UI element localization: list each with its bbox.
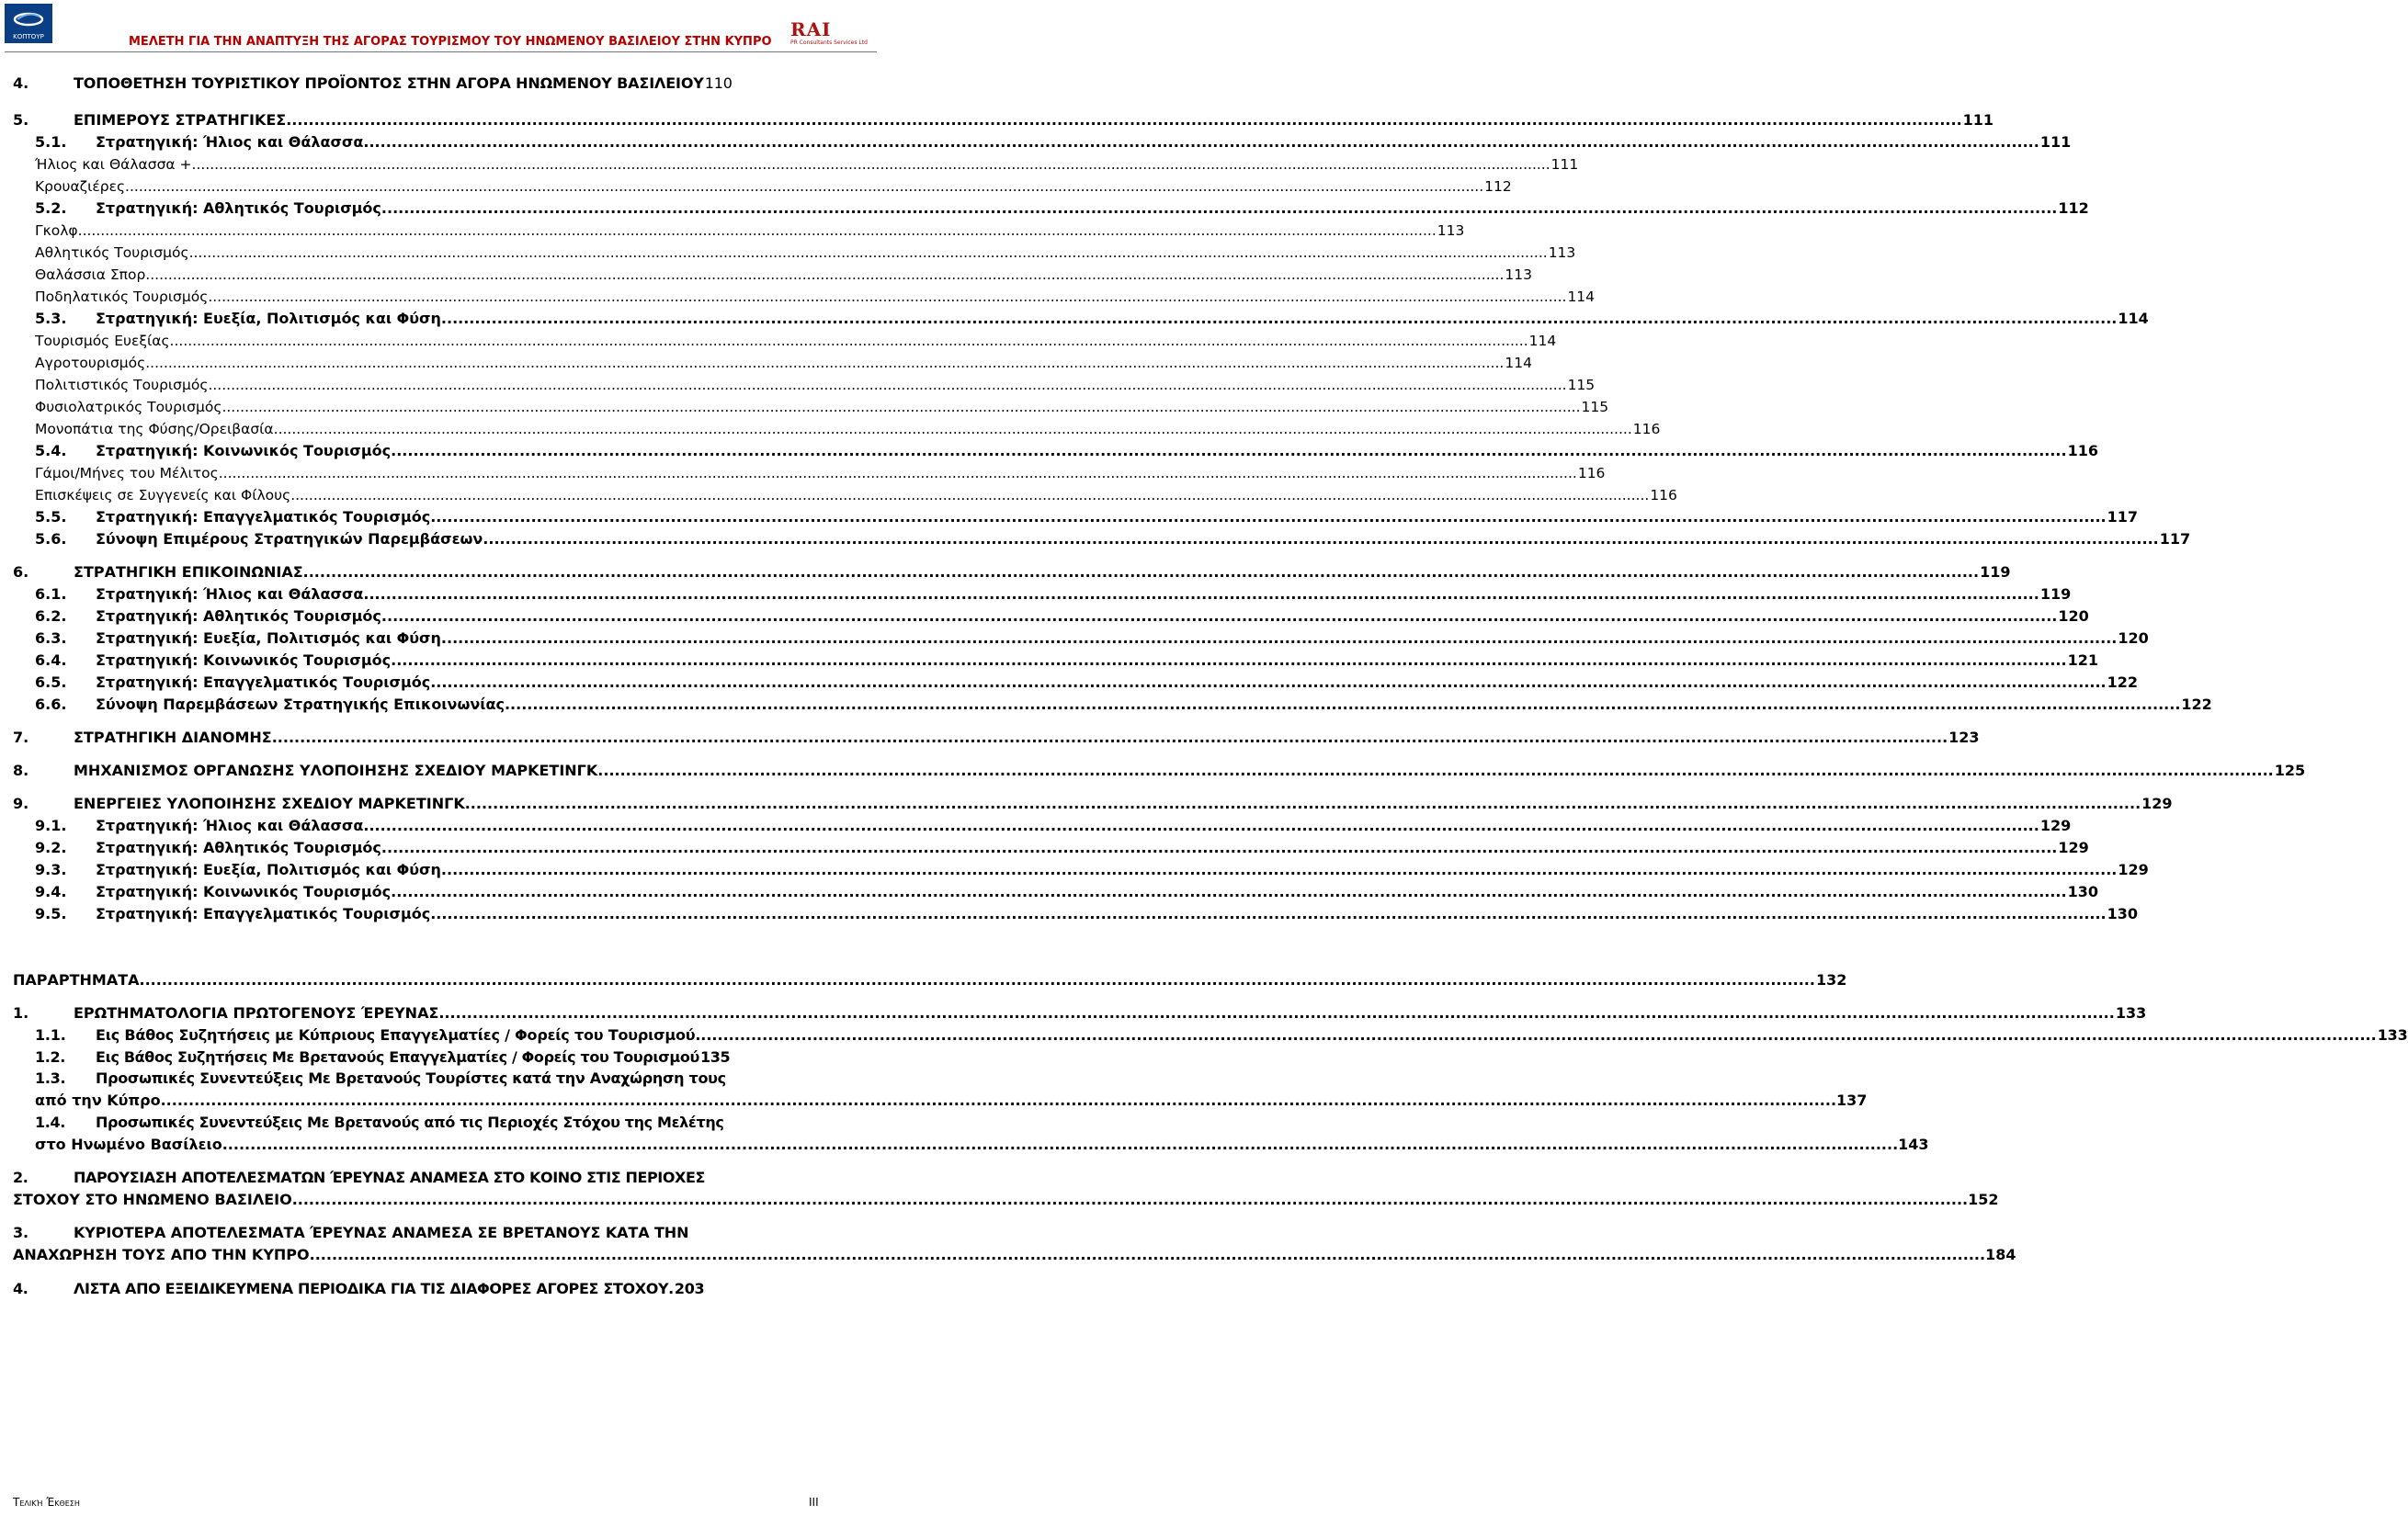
toc-entry-page: 114 [1567, 288, 1596, 305]
toc-entry[interactable] [35, 419, 1661, 439]
toc-leader-dots: ............................................................................................................................................................................................................................................................................................................ [77, 222, 1437, 239]
toc-entry-page: 121 [2067, 651, 2098, 669]
toc-entry-page: 137 [1836, 1092, 1868, 1109]
toc-entry[interactable] [35, 198, 2089, 219]
toc-entry-number: 1.1. [35, 1026, 66, 1044]
toc-entry-title: Στρατηγική: Κοινωνικός Τουρισμός [96, 442, 392, 459]
toc-entry-number: 1.3. [35, 1069, 66, 1087]
toc-entry[interactable] [35, 695, 2212, 715]
toc-leader-dots: ............................................................................................................................................................................................................................................................................................................ [208, 377, 1567, 393]
toc-entry-number: 6. [13, 563, 29, 581]
toc-entry-title: Αθλητικός Τουρισμός [35, 244, 189, 261]
toc-entry[interactable] [35, 441, 2098, 461]
toc-entry-title: Επισκέψεις σε Συγγενείς και Φίλους [35, 487, 291, 503]
toc-entry-title: Στρατηγική: Ήλιος και Θάλασσα [96, 133, 364, 151]
toc-entry-page: 129 [2039, 817, 2072, 834]
toc-entry[interactable] [35, 673, 2139, 693]
toc-entry-page: 133 [2115, 1004, 2147, 1022]
toc-entry-page: 116 [1577, 465, 1606, 481]
toc-entry[interactable] [35, 529, 2191, 549]
toc-entry-title: Στρατηγική: Ευεξία, Πολιτισμός και Φύση [96, 861, 441, 878]
toc-entry-title: Κρουαζιέρες [35, 178, 126, 195]
toc-leader-dots: ............................................................................................................................................................................................................................................................................................................ [391, 651, 2067, 669]
toc-entry-title: ΜΗΧΑΝΙΣΜΟΣ ΟΡΓΑΝΩΣΗΣ ΥΛΟΠΟΙΗΣΗΣ ΣΧΕΔΙΟΥ ΜΑΡΚΕΤΙΝΓΚ [74, 762, 598, 779]
toc-entry[interactable] [35, 1047, 877, 1068]
toc-leader-dots: ............................................................................................................................................................................................................................................................................................................ [191, 156, 1550, 173]
toc-entry-title: Στρατηγική: Ευεξία, Πολιτισμός και Φύση [96, 310, 441, 327]
toc-entry-number: 5.3. [35, 310, 67, 327]
toc-entry-title: Γκολφ [35, 222, 78, 239]
toc-leader-dots: ............................................................................................................................................................................................................................................................................................................ [363, 585, 2039, 603]
toc-entry[interactable] [35, 584, 2072, 605]
rai-logo-subtitle: PR Consultants Services Ltd [790, 40, 868, 46]
toc-entry-page: 110 [704, 74, 733, 92]
toc-leader-dots: ............................................................................................................................................................................................................................................................................................................ [381, 199, 2058, 217]
toc-entry-number: 6.4. [35, 651, 67, 669]
toc-entry-page: 203 [674, 1280, 705, 1297]
toc-leader-dots: ............................................................................................................................................................................................................................................................................................................ [597, 762, 2274, 779]
toc-entry-number: 4. [13, 74, 29, 92]
toc-entry[interactable] [35, 1025, 2408, 1046]
toc-entry-number: 5.1. [35, 133, 67, 151]
toc-entry[interactable] [35, 243, 1576, 263]
toc-entry[interactable] [35, 132, 2072, 153]
toc-entry-number: 5.2. [35, 199, 67, 217]
toc-entry-number: 9. [13, 795, 29, 812]
toc-entry[interactable] [35, 221, 1465, 241]
toc-entry-title-cont: ΣΤΟΧΟΥ ΣΤΟ ΗΝΩΜΕΝΟ ΒΑΣΙΛΕΙΟ [13, 1191, 292, 1208]
toc-entry-page: 120 [2118, 629, 2149, 647]
toc-entry-page: 129 [2058, 839, 2089, 856]
toc-entry-title: Σύνοψη Παρεμβάσεων Στρατηγικής Επικοινωνίας [96, 696, 505, 713]
toc-entry-number: 3. [13, 1224, 29, 1241]
toc-entry[interactable] [13, 562, 2011, 583]
toc-entry-number: 6.6. [35, 696, 67, 713]
toc-entry-title: ΛΙΣΤΑ ΑΠΟ ΕΞΕΙΔΙΚΕΥΜΕΝΑ ΠΕΡΙΟΔΙΚΑ ΓΙΑ ΤΙΣ ΔΙΑΦΟΡΕΣ ΑΓΟΡΕΣ ΣΤΟΧΟΥ. [74, 1280, 674, 1297]
toc-leader-dots: ............................................................................................................................................................................................................................................................................................................ [430, 508, 2107, 526]
toc-entry[interactable] [35, 485, 1677, 505]
toc-leader-dots: ............................................................................................................................................................................................................................................................................................................ [273, 421, 1632, 437]
toc-entry-title-cont: από την Κύπρο [35, 1092, 161, 1109]
footer-report-label: Τελική Έκθεση [13, 1496, 80, 1509]
toc-leader-dots: ............................................................................................................................................................................................................................................................................................................ [221, 399, 1581, 415]
toc-entry-number: 5. [13, 111, 29, 129]
toc-entry[interactable] [35, 265, 1532, 285]
toc-entry-page: 111 [2039, 133, 2072, 151]
toc-entry-title: Θαλάσσια Σπορ [35, 266, 146, 283]
toc-entry[interactable] [13, 74, 877, 94]
toc-entry-number: 9.3. [35, 861, 67, 878]
toc-entry[interactable] [35, 507, 2139, 527]
toc-entry-page: 122 [2181, 696, 2212, 713]
footer-page-number: III [809, 1496, 819, 1509]
toc-leader-dots: ............................................................................................................................................................................................................................................................................................................ [363, 133, 2039, 151]
toc-leader-dots: ............................................................................................................................................................................................................................................................................................................ [464, 795, 2141, 812]
toc-leader-dots: ............................................................................................................................................................................................................................................................................................................ [139, 971, 1815, 989]
toc-entry-page: 119 [2039, 585, 2072, 603]
toc-entry-number: 9.5. [35, 905, 67, 922]
toc-leader-dots: ............................................................................................................................................................................................................................................................................................................ [125, 178, 1484, 195]
cto-swoosh-icon [5, 4, 52, 31]
toc-entry-title: ΣΤΡΑΤΗΓΙΚΗ ΔΙΑΝΟΜΗΣ [74, 729, 272, 746]
toc-leader-dots: ............................................................................................................................................................................................................................................................................................................ [286, 111, 1962, 129]
toc-entry-title: Στρατηγική: Επαγγελματικός Τουρισμός [96, 508, 431, 526]
toc-leader-dots: ............................................................................................................................................................................................................................................................................................................ [391, 442, 2067, 459]
toc-entry-number: 2. [13, 1169, 28, 1186]
toc-entry-title: ΕΡΩΤΗΜΑΤΟΛΟΓΙΑ ΠΡΩΤΟΓΕΝΟΥΣ ΈΡΕΥΝΑΣ [74, 1004, 439, 1022]
toc-entry-number: 6.1. [35, 585, 67, 603]
toc-leader-dots: ............................................................................................................................................................................................................................................................................................................ [145, 266, 1505, 283]
toc-leader-dots: ............................................................................................................................................................................................................................................................................................................ [700, 1026, 2377, 1044]
toc-entry[interactable] [35, 860, 2149, 880]
toc-entry-title: ΠΑΡΑΡΤΗΜΑΤΑ [13, 971, 140, 989]
toc-entry-page: 113 [1505, 266, 1532, 283]
toc-entry-title: Ποδηλατικός Τουρισμός [35, 288, 209, 305]
toc-leader-dots: ............................................................................................................................................................................................................................................................................................................ [430, 905, 2107, 922]
toc-entry[interactable] [13, 728, 1980, 748]
toc-entry-number: 1. [13, 1004, 29, 1022]
toc-leader-dots: ............................................................................................................................................................................................................................................................................................................ [440, 629, 2118, 647]
toc-entry[interactable] [35, 628, 2149, 649]
toc-entry[interactable] [35, 882, 2098, 902]
toc-entry-number: 1.4. [35, 1114, 66, 1131]
toc-leader-dots: ............................................................................................................................................................................................................................................................................................................ [381, 839, 2058, 856]
toc-leader-dots: ............................................................................................................................................................................................................................................................................................................ [145, 355, 1505, 371]
toc-entry-title: Στρατηγική: Επαγγελματικός Τουρισμός [96, 673, 431, 691]
toc-leader-dots: ............................................................................................................................................................................................................................................................................................................ [438, 1004, 2115, 1022]
toc-entry-page: 184 [1985, 1246, 2016, 1263]
cto-logo-text: ΚΟΠΤΟΥΡ [13, 33, 44, 40]
toc-entry-title: ΠΑΡΟΥΣΙΑΣΗ ΑΠΟΤΕΛΕΣΜΑΤΩΝ ΈΡΕΥΝΑΣ ΑΝΑΜΕΣΑ ΣΤΟ ΚΟΙΝΟ ΣΤΙΣ ΠΕΡΙΟΧΕΣ [74, 1169, 706, 1186]
toc-entry-page: 119 [1980, 563, 2011, 581]
toc-leader-dots: ............................................................................................................................................................................................................................................................................................................ [208, 288, 1567, 305]
toc-entry-number: 6.2. [35, 607, 67, 625]
toc-entry[interactable] [35, 816, 2072, 836]
toc-leader-dots: ............................................................................................................................................................................................................................................................................................................ [271, 729, 1948, 746]
toc-entry-title: Φυσιολατρικός Τουρισμός [35, 399, 222, 415]
toc-entry[interactable] [13, 794, 2173, 814]
toc-leader-dots: ............................................................................................................................................................................................................................................................................................................ [290, 487, 1650, 503]
toc-leader-dots: ............................................................................................................................................................................................................................................................................................................ [504, 696, 2181, 713]
toc-entry[interactable] [13, 1003, 2147, 1024]
toc-entry[interactable] [35, 331, 1557, 351]
toc-leader-dots: ............................................................................................................................................................................................................................................................................................................ [430, 673, 2107, 691]
toc-entry-title: Στρατηγική: Αθλητικός Τουρισμός [96, 839, 381, 856]
toc-entry[interactable] [13, 1279, 877, 1299]
toc-entry[interactable] [35, 287, 1596, 307]
toc-entry-page: 111 [1962, 111, 1994, 129]
toc-entry-title: Στρατηγική: Κοινωνικός Τουρισμός [96, 651, 392, 669]
toc-entry-page: 132 [1815, 971, 1847, 989]
toc-entry-title: ΕΠΙΜΕΡΟΥΣ ΣΤΡΑΤΗΓΙΚΕΣ [74, 111, 287, 129]
toc-leader-dots: ............................................................................................................................................................................................................................................................................................................ [291, 1191, 1969, 1208]
toc-entry-title: Ήλιος και Θάλασσα + [35, 156, 192, 173]
toc-entry[interactable] [35, 463, 1606, 483]
toc-entry-title: Στρατηγική: Ήλιος και Θάλασσα [96, 817, 364, 834]
toc-entry-number: 7. [13, 729, 29, 746]
toc-entry-page: 113 [1437, 222, 1465, 239]
toc-leader-dots: ............................................................................................................................................................................................................................................................................................................ [391, 883, 2067, 900]
toc-entry-page: 116 [1650, 487, 1677, 503]
toc-entry-page: 125 [2274, 762, 2306, 779]
toc-entry-title: ΚΥΡΙΟΤΕΡΑ ΑΠΟΤΕΛΕΣΜΑΤΑ ΈΡΕΥΝΑΣ ΑΝΑΜΕΣΑ ΣΕ ΒΡΕΤΑΝΟΥΣ ΚΑΤΑ ΤΗΝ [74, 1224, 689, 1241]
toc-entry-title: Μονοπάτια της Φύσης/Ορειβασία [35, 421, 274, 437]
toc-entry-page: 114 [1528, 333, 1557, 349]
toc-entry[interactable] [13, 970, 1847, 990]
toc-entry-title: Στρατηγική: Κοινωνικός Τουρισμός [96, 883, 392, 900]
toc-entry[interactable] [35, 353, 1532, 373]
toc-leader-dots: ............................................................................................................................................................................................................................................................................................................ [440, 861, 2118, 878]
toc-entry-page: 114 [1505, 355, 1532, 371]
toc-leader-dots: ............................................................................................................................................................................................................................................................................................................ [218, 465, 1577, 481]
toc-entry-number: 9.1. [35, 817, 67, 834]
toc-entry-title: Σύνοψη Επιμέρους Στρατηγικών Παρεμβάσεων [96, 530, 483, 548]
toc-entry-title: ΤΟΠΟΘΕΤΗΣΗ ΤΟΥΡΙΣΤΙΚΟΥ ΠΡΟΪΟΝΤΟΣ ΣΤΗΝ ΑΓΟΡΑ ΗΝΩΜΕΝΟΥ ΒΑΣΙΛΕΙΟΥ [74, 74, 704, 92]
toc-entry-number: 1.2. [35, 1048, 66, 1066]
toc-entry-title: Προσωπικές Συνεντεύξεις Με Βρετανούς από τις Περιοχές Στόχου της Μελέτης [96, 1114, 724, 1131]
toc-leader-dots: ............................................................................................................................................................................................................................................................................................................ [381, 607, 2058, 625]
toc-entry-number: 8. [13, 762, 29, 779]
toc-entry[interactable] [35, 309, 2149, 329]
toc-entry-title: Στρατηγική: Αθλητικός Τουρισμός [96, 199, 381, 217]
toc-entry[interactable] [13, 761, 2306, 781]
toc-entry[interactable] [35, 154, 1579, 175]
toc-entry-number: 5.4. [35, 442, 67, 459]
toc-entry-title: Αγροτουρισμός [35, 355, 146, 371]
toc-entry-title-cont: στο Ηνωμένο Βασίλειο [35, 1136, 222, 1153]
toc-entry-title: Εις Βάθος Συζητήσεις με Κύπριους Επαγγελματίες / Φορείς του Τουρισμού. [96, 1026, 701, 1044]
toc-leader-dots: ............................................................................................................................................................................................................................................................................................................ [363, 817, 2039, 834]
toc-leader-dots: ............................................................................................................................................................................................................................................................................................................ [302, 563, 1980, 581]
toc-entry[interactable] [35, 397, 1609, 417]
toc-entry-page: 130 [2067, 883, 2098, 900]
toc-entry-title: ΣΤΡΑΤΗΓΙΚΗ ΕΠΙΚΟΙΝΩΝΙΑΣ [74, 563, 303, 581]
toc-entry-number: 6.5. [35, 673, 67, 691]
toc-leader-dots: ............................................................................................................................................................................................................................................................................................................ [160, 1092, 1837, 1109]
toc-entry-page: 116 [2067, 442, 2098, 459]
toc-entry-title: Τουρισμός Ευεξίας [35, 333, 170, 349]
toc-entry-title: Στρατηγική: Αθλητικός Τουρισμός [96, 607, 381, 625]
toc-entry-title: Στρατηγική: Ευεξία, Πολιτισμός και Φύση [96, 629, 441, 647]
toc-entry-page: 120 [2058, 607, 2089, 625]
header-divider [5, 51, 877, 52]
toc-entry-page: 116 [1632, 421, 1661, 437]
toc-entry-title: Πολιτιστικός Τουρισμός [35, 377, 209, 393]
toc-entry-page: 122 [2107, 673, 2139, 691]
toc-entry-title: Προσωπικές Συνεντεύξεις Με Βρετανούς Τουρίστες κατά την Αναχώρηση τους [96, 1069, 726, 1087]
toc-entry[interactable] [35, 904, 2139, 924]
toc-entry-page: 143 [1898, 1136, 1929, 1153]
cto-logo [5, 4, 52, 43]
toc-entry[interactable] [35, 651, 2098, 671]
toc-entry-title: ΕΝΕΡΓΕΙΕΣ ΥΛΟΠΟΙΗΣΗΣ ΣΧΕΔΙΟΥ ΜΑΡΚΕΤΙΝΓΚ [74, 795, 465, 812]
toc-entry-title: Στρατηγική: Επαγγελματικός Τουρισμός [96, 905, 431, 922]
toc-entry-page: 129 [2118, 861, 2149, 878]
toc-entry[interactable] [13, 110, 1994, 130]
toc-entry[interactable] [35, 838, 2089, 858]
toc-entry-page: 113 [1548, 244, 1576, 261]
toc-entry-page: 133 [2377, 1026, 2408, 1044]
toc-leader-dots: ............................................................................................................................................................................................................................................................................................................ [169, 333, 1528, 349]
toc-entry-page: 152 [1968, 1191, 1999, 1208]
toc-entry-number: 9.2. [35, 839, 67, 856]
toc-leader-dots: ............................................................................................................................................................................................................................................................................................................ [440, 310, 2118, 327]
toc-entry-number: 9.4. [35, 883, 67, 900]
toc-entry-number: 4. [13, 1280, 28, 1297]
toc-entry-title-cont: ΑΝΑΧΩΡΗΣΗ ΤΟΥΣ ΑΠΟ ΤΗΝ ΚΥΠΡΟ [13, 1246, 310, 1263]
toc-entry[interactable] [35, 375, 1596, 395]
rai-logo [790, 20, 875, 48]
toc-entry-number: 5.5. [35, 508, 67, 526]
toc-entry-page: 129 [2141, 795, 2173, 812]
rai-logo-text: RAI [790, 18, 832, 40]
toc-entry-title: Στρατηγική: Ήλιος και Θάλασσα [96, 585, 364, 603]
toc-entry-page: 135 [699, 1048, 731, 1066]
toc-entry-page: 123 [1948, 729, 1980, 746]
toc-entry-number: 5.6. [35, 530, 67, 548]
toc-leader-dots: ............................................................................................................................................................................................................................................................................................................ [188, 244, 1548, 261]
header-title: ΜΕΛΕΤΗ ΓΙΑ ΤΗΝ ΑΝΑΠΤΥΞΗ ΤΗΣ ΑΓΟΡΑΣ ΤΟΥΡΙΣΜΟΥ ΤΟΥ ΗΝΩΜΕΝΟΥ ΒΑΣΙΛΕΙΟΥ ΣΤΗΝ ΚΥΠΡΟ [129, 35, 772, 49]
toc-entry-page: 112 [1484, 178, 1512, 195]
toc-entry-page: 117 [2159, 530, 2191, 548]
toc-entry-page: 111 [1550, 156, 1579, 173]
toc-entry-page: 130 [2107, 905, 2139, 922]
toc-entry-title: Γάμοι/Μήνες του Μέλιτος [35, 465, 219, 481]
toc-leader-dots: ............................................................................................................................................................................................................................................................................................................ [309, 1246, 1986, 1263]
toc-entry[interactable] [35, 176, 1512, 197]
toc-entry-number: 6.3. [35, 629, 67, 647]
toc-entry-page: 112 [2058, 199, 2089, 217]
toc-entry-page: 117 [2107, 508, 2139, 526]
toc-entry[interactable] [35, 606, 2089, 627]
toc-leader-dots: ............................................................................................................................................................................................................................................................................................................ [221, 1136, 1899, 1153]
toc-entry-title: Εις Βάθος Συζητήσεις Με Βρετανούς Επαγγελματίες / Φορείς του Τουρισμού [96, 1048, 699, 1066]
toc-entry-page: 115 [1581, 399, 1609, 415]
toc-leader-dots: ............................................................................................................................................................................................................................................................................................................ [483, 530, 2159, 548]
toc-entry-page: 115 [1567, 377, 1596, 393]
toc-entry-page: 114 [2118, 310, 2149, 327]
